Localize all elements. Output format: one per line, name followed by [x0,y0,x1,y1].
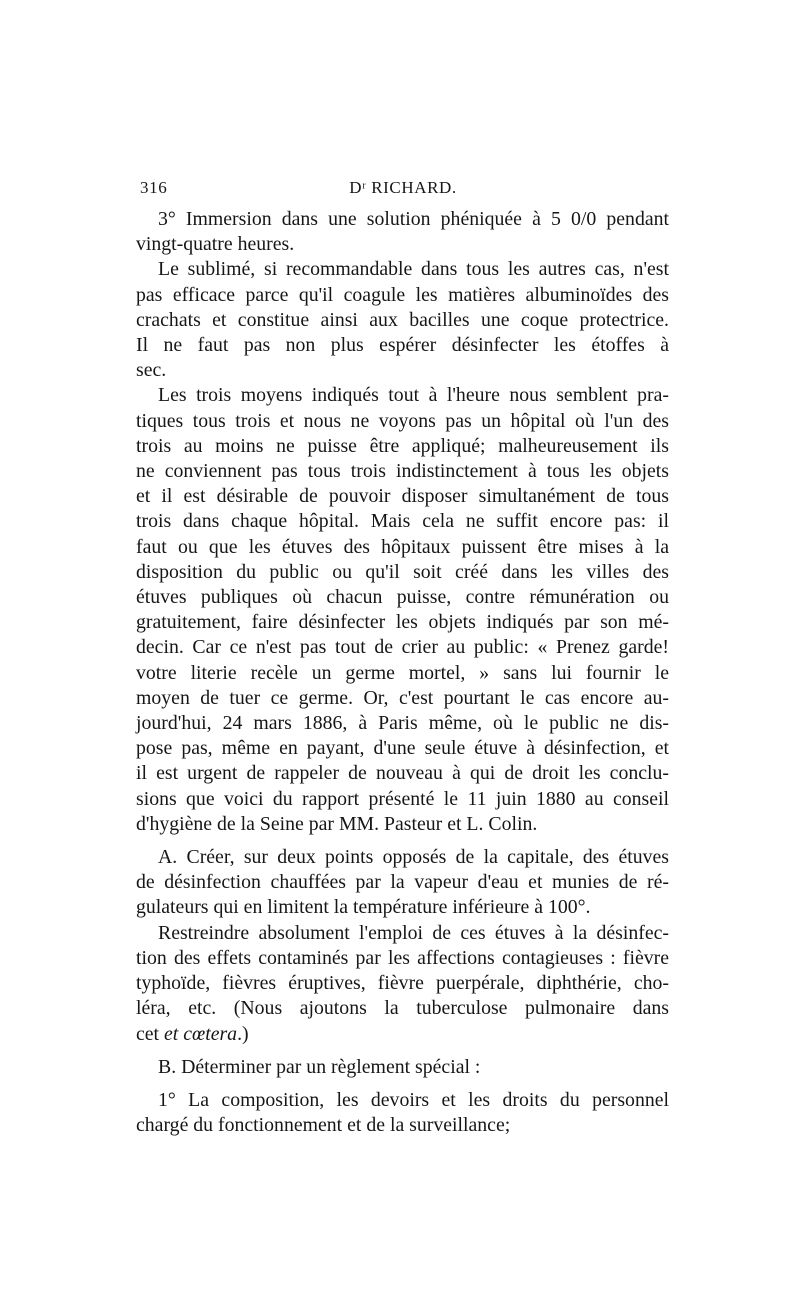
text-line: trois dans chaque hôpital. Mais cela ne suffit encore pas: il [136,510,669,533]
text-line: ne conviennent pas tous trois indistinctement à tous les objets [136,460,669,483]
text-line: jourd'hui, 24 mars 1886, à Paris même, où le public ne dis- [136,712,669,735]
paragraph-B [136,1055,669,1080]
text-line: Les trois moyens indiqués tout à l'heure nous semblent pra- [158,384,669,407]
text-line: Restreindre absolument l'emploi de ces étuves à la désinfec- [158,921,669,944]
text-line: vingt-quatre heures. [136,233,295,256]
text-fragment: cet [136,1022,165,1045]
text-line: de désinfection chauffées par la vapeur d'eau et munies de ré- [136,871,669,894]
text-line: moyen de tuer ce germe. Or, c'est pourtant le cas encore au- [136,686,669,709]
running-head: Dʳ RICHARD. [349,178,457,197]
paragraph-1 [136,1088,669,1138]
text-line: typhoïde, fièvres éruptives, fièvre puerpérale, diphthérie, cho- [136,972,669,995]
text-line: d'hygiène de la Seine par MM. Pasteur et L. Colin. [136,812,538,835]
text-line: A. Créer, sur deux points opposés de la capitale, des étuves [158,846,669,869]
paragraph-immersion [136,207,669,257]
text-line: chargé du fonctionnement et de la surveillance; [136,1114,511,1137]
italic-phrase: et cœtera [164,1022,238,1045]
text-fragment: .) [237,1022,249,1045]
page-header [140,178,666,202]
text-line: faut ou que les étuves des hôpitaux puissent être mises à la [136,535,669,558]
text-line: crachats et constitue ainsi aux bacilles une coque protectrice. [136,308,669,331]
text-line: gulateurs qui en limitent la température inférieure à 100°. [136,896,591,919]
text-line: votre literie recèle un germe mortel, » sans lui fournir le [136,661,669,684]
text-line: sec. [136,359,167,382]
text-line: pose pas, même en payant, d'une seule étuve à désinfection, et [136,737,669,760]
text-line [114,1022,669,1047]
text-line: léra, etc. (Nous ajoutons la tuberculose pulmonaire dans [136,997,669,1020]
paragraph-trois-moyens [136,383,669,837]
text-line: decin. Car ce n'est pas tout de crier au public: « Prenez garde! [136,636,669,659]
paragraph-restreindre [136,921,669,1047]
text-line: étuves publiques où chacun puisse, contre rémunération ou [136,586,669,609]
text-line: Il ne faut pas non plus espérer désinfecter les étoffes à [136,334,669,357]
text-line: disposition du public ou qu'il soit créé dans les villes des [136,560,669,583]
page-number: 316 [140,178,168,197]
text-line: Le sublimé, si recommandable dans tous les autres cas, n'est [158,258,669,281]
paragraph-A [136,845,669,921]
body-text [136,207,669,1138]
text-line: pas efficace parce qu'il coagule les matières albuminoïdes des [136,283,669,306]
text-line: gratuitement, faire désinfecter les objets indiqués par son mé- [136,611,669,634]
text-line: sions que voici du rapport présenté le 11 juin 1880 au conseil [136,787,669,810]
text-line: tion des effets contaminés par les affections contagieuses : fièvre [136,946,669,969]
text-line: 3° Immersion dans une solution phéniquée à 5 0/0 pendant [158,208,669,230]
paragraph-sublime [136,257,669,383]
text-line: il est urgent de rappeler de nouveau à qui de droit les conclu- [136,762,669,785]
text-line: et il est désirable de pouvoir disposer simultanément de tous [136,485,669,508]
text-line: trois au moins ne puisse être appliqué; malheureusement ils [136,434,669,457]
text-line: tiques tous trois et nous ne voyons pas un hôpital où l'un des [136,409,669,432]
text-line: B. Déterminer par un règlement spécial : [158,1055,481,1078]
text-line: 1° La composition, les devoirs et les droits du personnel [158,1088,669,1111]
